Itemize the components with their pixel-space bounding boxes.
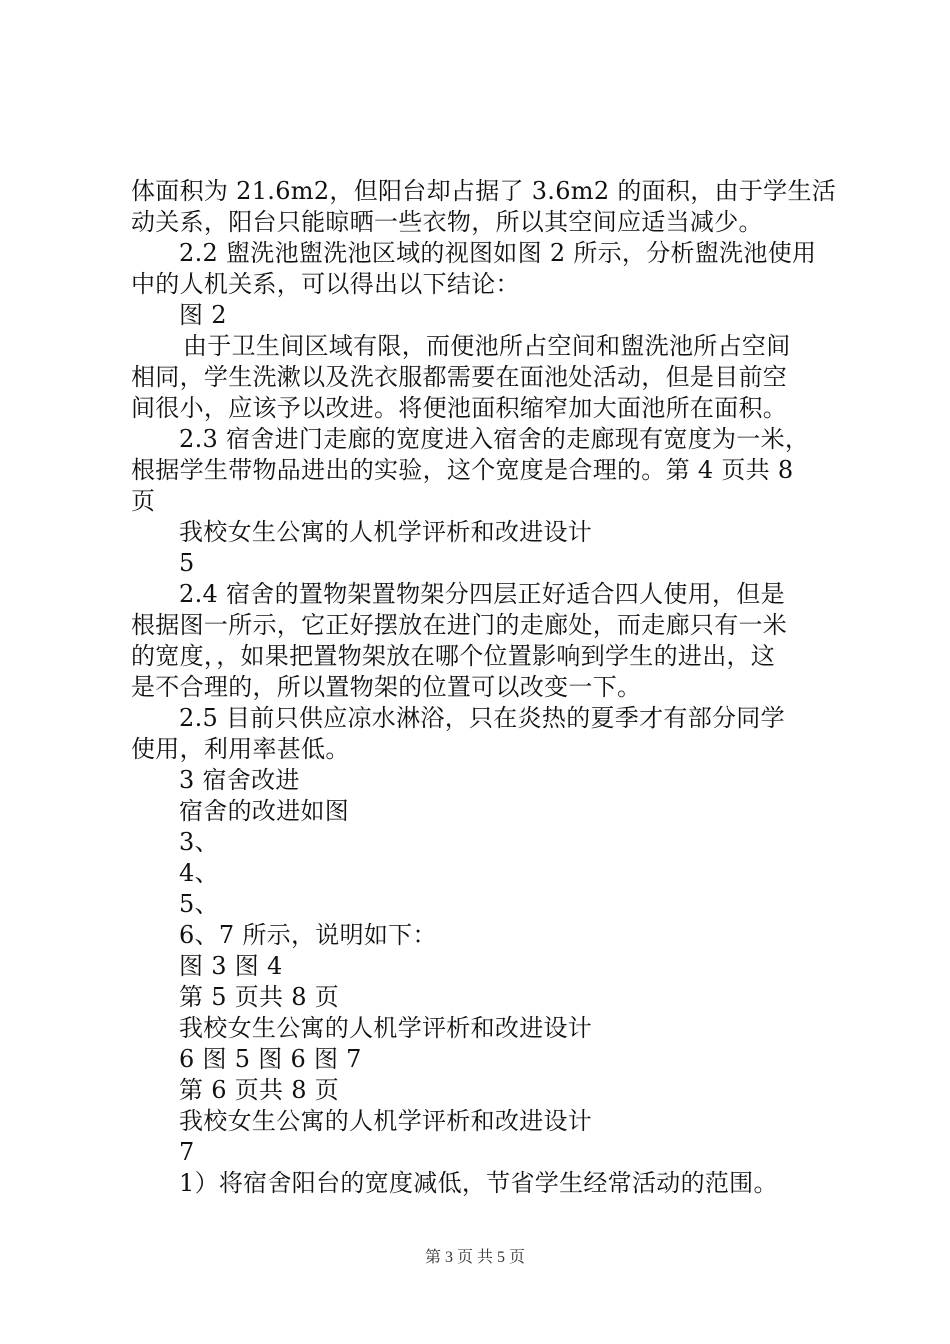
text-line: 2.2 盥洗池盥洗池区域的视图如图 2 所示，分析盥洗池使用 bbox=[179, 239, 817, 267]
text-line: 是不合理的，所以置物架的位置可以改变一下。 bbox=[131, 673, 642, 701]
text-line: 根据图一所示，它正好摆放在进门的走廊处，而走廊只有一米 bbox=[131, 611, 788, 639]
page-footer: 第 3 页 共 5 页 bbox=[424, 1249, 525, 1266]
text-line: 图 2 bbox=[179, 301, 227, 329]
text-line: 间很小，应该予以改进。将便池面积缩窄加大面池所在面积。 bbox=[131, 394, 788, 422]
text-line: 7 bbox=[179, 1138, 195, 1166]
text-line: 我校女生公寓的人机学评析和改进设计 bbox=[179, 518, 593, 546]
text-line: 1）将宿舍阳台的宽度减低，节省学生经常活动的范围。 bbox=[179, 1169, 778, 1197]
text-line: 动关系，阳台只能晾晒一些衣物，所以其空间应适当减少。 bbox=[131, 208, 763, 236]
text-line: 图 3 图 4 bbox=[179, 952, 283, 980]
text-line: 宿舍的改进如图 bbox=[179, 797, 350, 825]
text-line: 页 bbox=[131, 487, 156, 515]
text-line: 2.3 宿舍进门走廊的宽度进入宿舍的走廊现有宽度为一米， bbox=[179, 425, 810, 453]
text-line: 第 6 页共 8 页 bbox=[179, 1076, 340, 1104]
text-line: 5 bbox=[179, 549, 195, 577]
text-line: 5、 bbox=[179, 890, 219, 918]
text-line: 6 图 5 图 6 图 7 bbox=[179, 1045, 362, 1073]
text-line: 的宽度，，如果把置物架放在哪个位置影响到学生的进出，这 bbox=[131, 642, 776, 670]
text-line: 中的人机关系，可以得出以下结论： bbox=[131, 270, 520, 298]
text-line: 我校女生公寓的人机学评析和改进设计 bbox=[179, 1014, 593, 1042]
text-line: 由于卫生间区域有限，而便池所占空间和盥洗池所占空间 bbox=[183, 332, 791, 360]
text-line: 3 宿舍改进 bbox=[179, 766, 300, 794]
text-line: 3、 bbox=[179, 828, 219, 856]
text-line: 2.4 宿舍的置物架置物架分四层正好适合四人使用，但是 bbox=[179, 580, 785, 608]
text-line: 使用，利用率甚低。 bbox=[131, 735, 350, 763]
text-line: 第 5 页共 8 页 bbox=[179, 983, 340, 1011]
text-line: 体面积为 21.6m2，但阳台却占据了 3.6m2 的面积，由于学生活 bbox=[131, 177, 837, 205]
text-line: 相同，学生洗漱以及洗衣服都需要在面池处活动，但是目前空 bbox=[131, 363, 788, 391]
text-line: 根据学生带物品进出的实验，这个宽度是合理的。第 4 页共 8 bbox=[131, 456, 794, 484]
text-line: 4、 bbox=[179, 859, 219, 887]
text-line: 我校女生公寓的人机学评析和改进设计 bbox=[179, 1107, 593, 1135]
text-line: 6、7 所示，说明如下： bbox=[179, 921, 437, 949]
text-line: 2.5 目前只供应凉水淋浴，只在炎热的夏季才有部分同学 bbox=[179, 704, 785, 732]
